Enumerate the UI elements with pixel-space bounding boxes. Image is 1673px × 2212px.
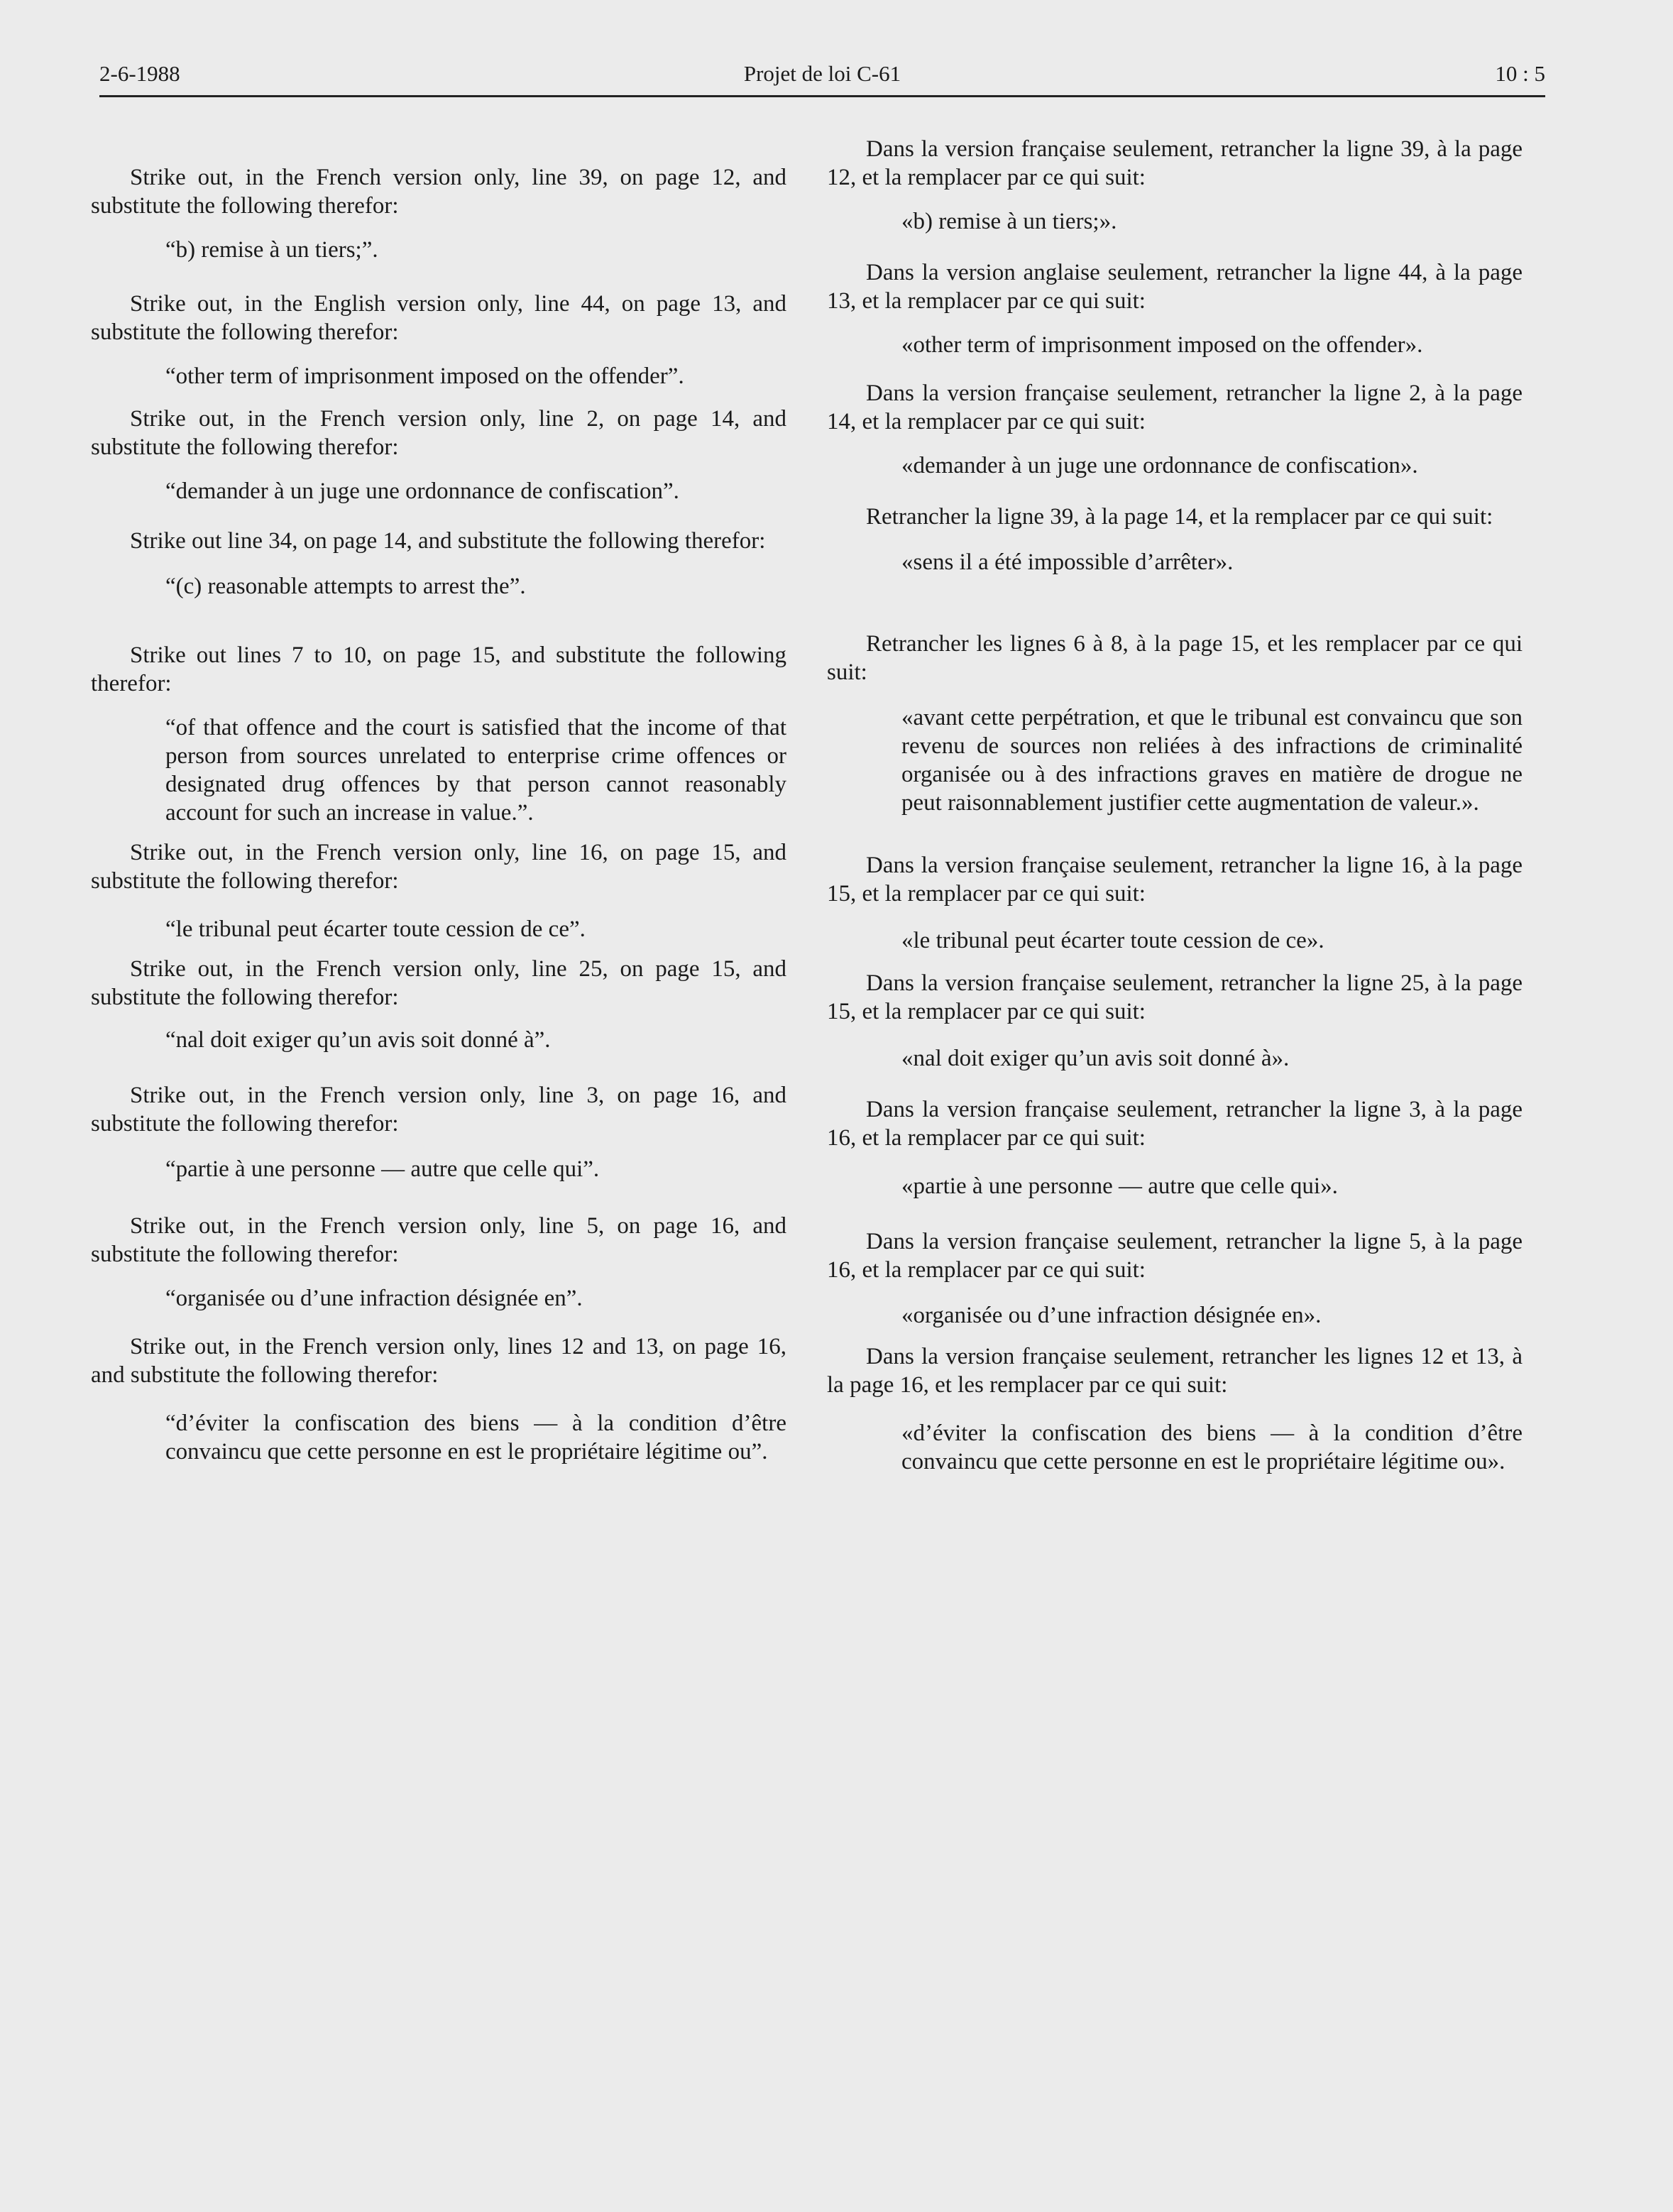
substitute-text: “other term of imprisonment imposed on the offender”.: [165, 363, 684, 389]
amendment-instruction: Dans la version française seulement, retrancher la ligne 16, à la page 15, et la remplacer par ce qui suit:: [827, 853, 1523, 907]
substitute-text: «nal doit exiger qu’un avis soit donné à».: [901, 1046, 1290, 1071]
english-column: [91, 128, 786, 1466]
amendment-instruction: Dans la version française seulement, retrancher les lignes 12 et 13, à la page 16, et les remplacer par ce qui suit:: [827, 1344, 1523, 1398]
substitute-text: «b) remise à un tiers;».: [901, 209, 1117, 234]
substitute-text: «organisée ou d’une infraction désignée en».: [901, 1303, 1322, 1328]
substitute-text: “nal doit exiger qu’un avis soit donné à”.: [165, 1027, 551, 1053]
substitute-text: «d’éviter la confiscation des biens — à la condition d’être convaincu que cette personne en est le propriétaire légitime ou».: [901, 1420, 1523, 1474]
substitute-text: “d’éviter la confiscation des biens — à la condition d’être convaincu que cette personne en est le propriétaire légitime ou”.: [165, 1411, 786, 1464]
amendment-instruction: Retrancher la ligne 39, à la page 14, et la remplacer par ce qui suit:: [866, 504, 1493, 530]
amendment-instruction: Strike out, in the French version only, line 3, on page 16, and substitute the following therefor:: [91, 1083, 786, 1137]
substitute-text: “of that offence and the court is satisfied that the income of that person from sources unrelated to enterprise crime offences or designated drug offences by that person cannot reasonably account for such an increase in value.”.: [165, 715, 786, 826]
amendment-instruction: Dans la version française seulement, retrancher la ligne 25, à la page 15, et la remplacer par ce qui suit:: [827, 970, 1523, 1024]
substitute-text: «avant cette perpétration, et que le tribunal est convaincu que son revenu de sources non reliées à des infractions de criminalité organisée ou à des infractions graves en matière de drogue ne peut raisonnablement justifier cette augmentation de valeur.».: [901, 705, 1523, 816]
amendment-instruction: Strike out, in the French version only, lines 12 and 13, on page 16, and substitute the following therefor:: [91, 1334, 786, 1388]
substitute-text: «partie à une personne — autre que celle qui».: [901, 1173, 1338, 1199]
amendment-instruction: Strike out lines 7 to 10, on page 15, and substitute the following therefor:: [91, 642, 786, 696]
amendment-instruction: Dans la version française seulement, retrancher la ligne 2, à la page 14, et la remplacer par ce qui suit:: [827, 380, 1523, 434]
amendment-instruction: Strike out, in the French version only, line 39, on page 12, and substitute the following therefor:: [91, 165, 786, 219]
french-column: [827, 128, 1523, 1476]
amendment-instruction: Dans la version française seulement, retrancher la ligne 3, à la page 16, et la remplacer par ce qui suit:: [827, 1097, 1523, 1151]
substitute-text: «demander à un juge une ordonnance de confiscation».: [901, 453, 1418, 478]
substitute-text: «le tribunal peut écarter toute cession de ce».: [901, 928, 1324, 953]
substitute-text: “(c) reasonable attempts to arrest the”.: [165, 574, 526, 599]
substitute-text: “organisée ou d’une infraction désignée en”.: [165, 1286, 583, 1311]
amendment-instruction: Dans la version française seulement, retrancher la ligne 5, à la page 16, et la remplacer par ce qui suit:: [827, 1229, 1523, 1283]
amendment-instruction: Strike out, in the English version only, line 44, on page 13, and substitute the following therefor:: [91, 291, 786, 345]
header-title: Projet de loi C-61: [743, 61, 901, 86]
amendment-instruction: Strike out, in the French version only, line 2, on page 14, and substitute the following therefor:: [91, 406, 786, 460]
substitute-text: “partie à une personne — autre que celle qui”.: [165, 1156, 600, 1182]
amendment-instruction: Dans la version anglaise seulement, retrancher la ligne 44, à la page 13, et la remplacer par ce qui suit:: [827, 260, 1523, 314]
substitute-text: «sens il a été impossible d’arrêter».: [901, 549, 1234, 575]
substitute-text: “b) remise à un tiers;”.: [165, 237, 378, 263]
amendment-instruction: Strike out line 34, on page 14, and substitute the following therefor:: [130, 528, 766, 554]
header-rule: [99, 95, 1545, 97]
amendment-instruction: Strike out, in the French version only, line 5, on page 16, and substitute the following therefor:: [91, 1213, 786, 1267]
amendment-instruction: Dans la version française seulement, retrancher la ligne 39, à la page 12, et la remplacer par ce qui suit:: [827, 136, 1523, 190]
header-page-number: 10 : 5: [1495, 61, 1545, 86]
amendment-instruction: Strike out, in the French version only, line 25, on page 15, and substitute the following therefor:: [91, 956, 786, 1010]
amendment-instruction: Strike out, in the French version only, line 16, on page 15, and substitute the following therefor:: [91, 840, 786, 894]
header-date: 2-6-1988: [99, 61, 180, 86]
substitute-text: “le tribunal peut écarter toute cession de ce”.: [165, 916, 586, 942]
substitute-text: «other term of imprisonment imposed on the offender».: [901, 332, 1423, 358]
amendment-instruction: Retrancher les lignes 6 à 8, à la page 15, et les remplacer par ce qui suit:: [827, 631, 1523, 685]
substitute-text: “demander à un juge une ordonnance de confiscation”.: [165, 478, 679, 504]
page-header: [99, 61, 1545, 97]
